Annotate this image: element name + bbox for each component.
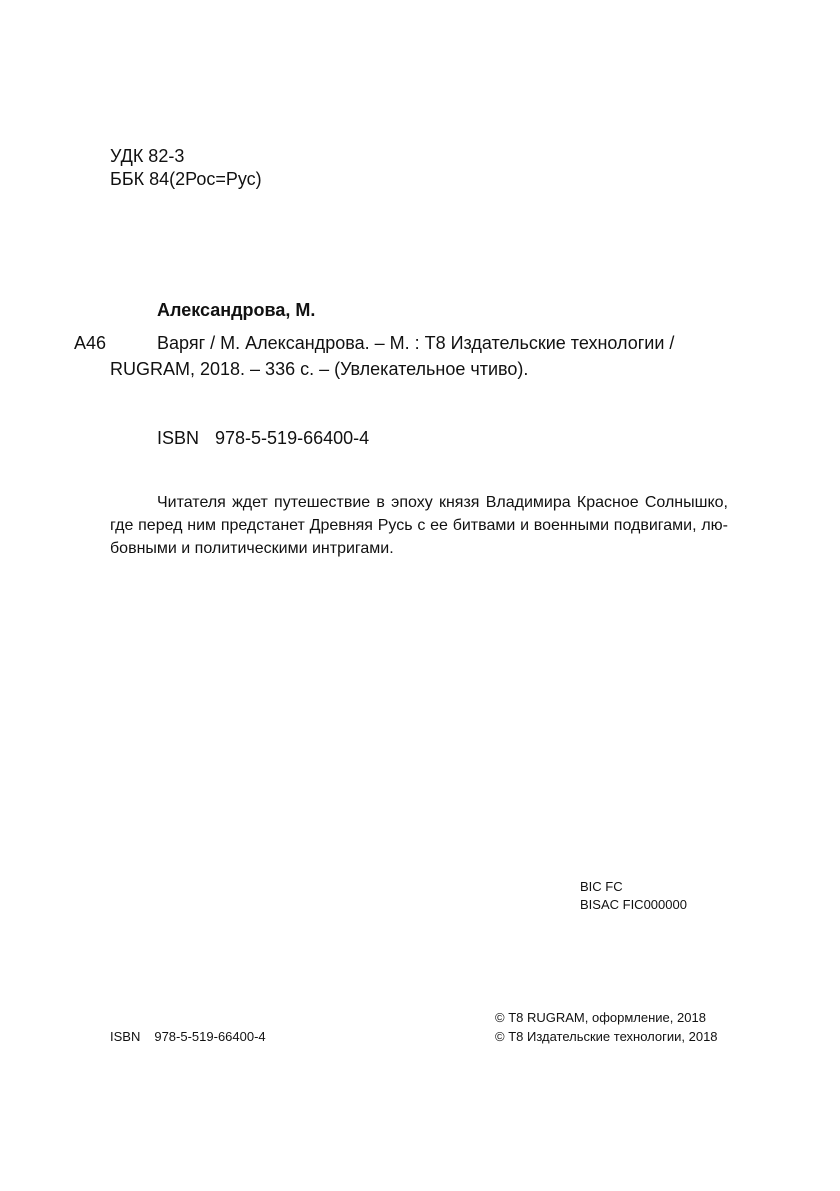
isbn-number: 978-5-519-66400-4 [215, 428, 370, 448]
bibliographic-description-line-2: RUGRAM, 2018. – 336 с. – (Увлекательное чтиво). [110, 359, 529, 379]
isbn-record [157, 425, 369, 451]
annotation-line-2: где перед ним предстанет Древняя Русь с ее битвами и военными подвигами, лю- [110, 517, 728, 534]
isbn-label: ISBN [157, 428, 200, 448]
bibliographic-description-line-1: Варяг / М. Александрова. – М. : Т8 Издательские технологии / [157, 333, 675, 353]
bisac-code: BISAC FIC000000 [580, 897, 687, 912]
copyright-publisher: © Т8 Издательские технологии, 2018 [495, 1029, 718, 1044]
annotation-line-3: бовными и политическими интригами. [110, 540, 394, 557]
udk-code: УДК 82-3 [110, 146, 185, 166]
bic-code: BIC FC [580, 879, 623, 894]
footer-isbn-label: ISBN [110, 1029, 141, 1044]
annotation [110, 491, 728, 560]
footer-isbn-number: 978-5-519-66400-4 [154, 1029, 266, 1044]
annotation-line-1: Читателя ждет путешествие в эпоху князя Владимира Красное Солнышко, [157, 494, 728, 511]
author-heading: Александрова, М. [157, 300, 316, 320]
bbk-code: ББК 84(2Рос=Рус) [110, 169, 262, 189]
cutter-mark: А46 [74, 333, 107, 353]
copyright-design: © Т8 RUGRAM, оформление, 2018 [495, 1010, 706, 1025]
footer-isbn [110, 1027, 266, 1046]
